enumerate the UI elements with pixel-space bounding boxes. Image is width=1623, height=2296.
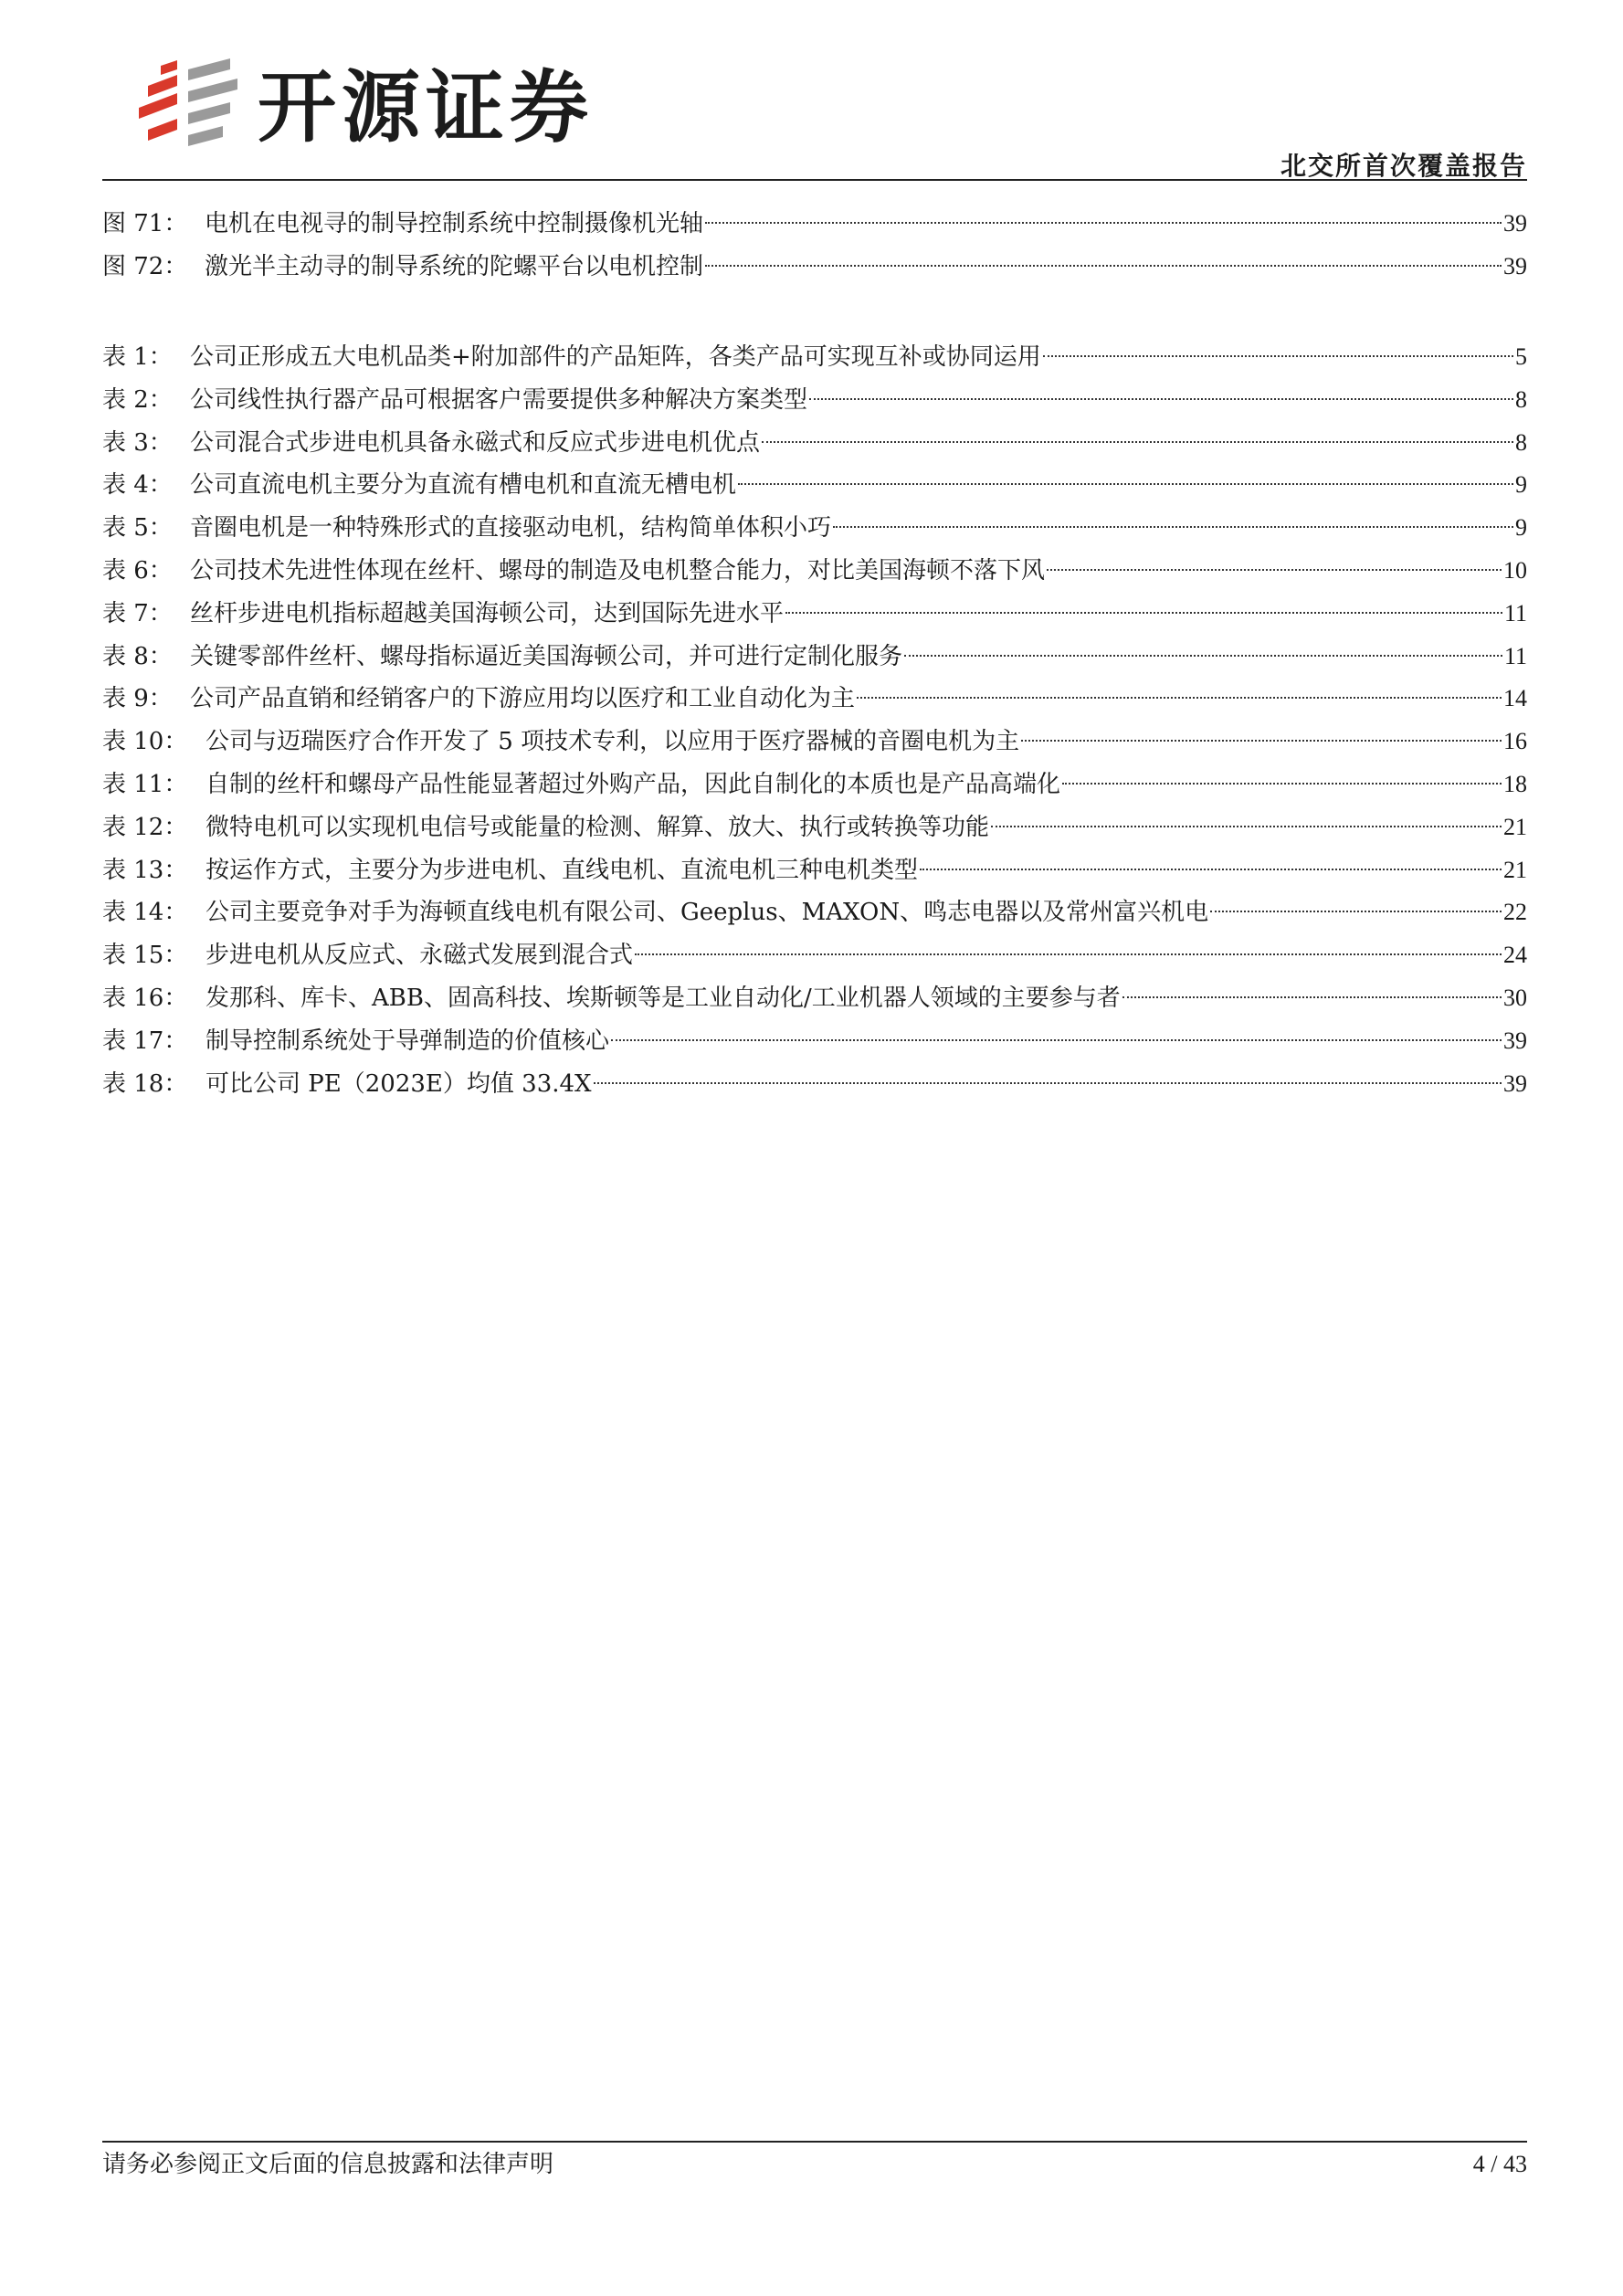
toc-entry[interactable] xyxy=(102,507,1527,550)
dot-leader xyxy=(762,441,1513,443)
entry-label: 表 10： xyxy=(102,728,188,756)
footer-disclaimer: 请务必参阅正文后面的信息披露和法律声明 xyxy=(102,2151,554,2178)
entry-page: 14 xyxy=(1503,685,1527,712)
toc-entry[interactable] xyxy=(102,1020,1527,1063)
entry-title: 关键零部件丝杆、螺母指标逼近美国海顿公司，并可进行定制化服务 xyxy=(190,642,903,670)
entry-page: 39 xyxy=(1503,210,1527,237)
dot-leader xyxy=(1043,355,1513,357)
toc-entry[interactable] xyxy=(102,891,1527,934)
entry-title: 公司混合式步进电机具备永磁式和反应式步进电机优点 xyxy=(190,428,761,457)
entry-label: 图 71： xyxy=(102,210,188,237)
entry-title: 公司产品直销和经销客户的下游应用均以医疗和工业自动化为主 xyxy=(190,685,856,713)
dot-leader xyxy=(809,398,1513,400)
toc-entry[interactable] xyxy=(102,593,1527,636)
toc-entry[interactable] xyxy=(102,934,1527,977)
entry-label: 表 3： xyxy=(102,428,173,457)
entry-page: 21 xyxy=(1503,856,1527,883)
entry-label: 图 72： xyxy=(102,252,188,280)
entry-page: 9 xyxy=(1515,514,1527,542)
entry-title: 丝杆步进电机指标超越美国海顿公司，达到国际先进水平 xyxy=(190,599,785,627)
entry-title: 自制的丝杆和螺母产品性能显著超过外购产品，因此自制化的本质也是产品高端化 xyxy=(206,770,1061,798)
entry-title: 公司线性执行器产品可根据客户需要提供多种解决方案类型 xyxy=(190,385,808,414)
entry-title: 可比公司 PE（2023E）均值 33.4X xyxy=(206,1069,592,1098)
toc-entry[interactable] xyxy=(102,422,1527,465)
entry-label: 表 11： xyxy=(102,770,188,798)
entry-page: 18 xyxy=(1503,770,1527,797)
dot-leader xyxy=(904,655,1502,657)
dot-leader xyxy=(833,526,1513,528)
dot-leader xyxy=(1021,740,1502,742)
entry-title: 发那科、库卡、ABB、固高科技、埃斯顿等是工业自动化/工业机器人领域的主要参与者 xyxy=(206,984,1121,1012)
entry-label: 表 15： xyxy=(102,942,188,970)
entry-page: 39 xyxy=(1503,252,1527,279)
entry-label: 表 8： xyxy=(102,642,173,670)
entry-page: 24 xyxy=(1503,942,1527,969)
dot-leader xyxy=(705,265,1502,267)
entry-label: 表 7： xyxy=(102,599,173,627)
entry-page: 39 xyxy=(1503,1069,1527,1097)
dot-leader xyxy=(705,222,1502,224)
figure-list xyxy=(102,203,1527,289)
entry-title: 公司与迈瑞医疗合作开发了 5 项技术专利，以应用于医疗器械的音圈电机为主 xyxy=(206,728,1020,756)
toc-entry[interactable] xyxy=(102,550,1527,593)
page-header xyxy=(102,55,1527,183)
entry-title: 公司主要竞争对手为海顿直线电机有限公司、Geeplus、MAXON、鸣志电器以及常州富兴机电 xyxy=(206,899,1209,927)
toc-entry[interactable] xyxy=(102,203,1527,246)
report-type: 北交所首次覆盖报告 xyxy=(1280,151,1527,181)
entry-label: 表 12： xyxy=(102,813,188,841)
entry-label: 表 1： xyxy=(102,343,173,371)
entry-label: 表 13： xyxy=(102,856,188,884)
toc-entry[interactable] xyxy=(102,1063,1527,1106)
toc-entry[interactable] xyxy=(102,806,1527,849)
entry-title: 公司正形成五大电机品类+附加部件的产品矩阵，各类产品可实现互补或协同运用 xyxy=(190,343,1041,371)
footer-divider xyxy=(102,2141,1527,2143)
entry-title: 音圈电机是一种特殊形式的直接驱动电机，结构简单体积小巧 xyxy=(190,514,832,542)
dot-leader xyxy=(594,1082,1502,1084)
toc-entry[interactable] xyxy=(102,379,1527,422)
header-divider xyxy=(102,179,1527,181)
entry-page: 5 xyxy=(1515,343,1527,370)
kaiyuan-logo-icon xyxy=(135,58,243,153)
entry-page: 9 xyxy=(1515,471,1527,499)
entry-label: 表 4： xyxy=(102,471,173,500)
entry-page: 16 xyxy=(1503,728,1527,755)
dot-leader xyxy=(635,953,1502,955)
toc-entry[interactable] xyxy=(102,721,1527,764)
toc-entry[interactable] xyxy=(102,246,1527,289)
entry-page: 8 xyxy=(1515,428,1527,456)
entry-title: 电机在电视寻的制导控制系统中控制摄像机光轴 xyxy=(205,210,704,237)
table-list xyxy=(102,336,1527,1105)
dot-leader xyxy=(857,697,1502,699)
entry-page: 11 xyxy=(1503,599,1527,627)
entry-page: 11 xyxy=(1503,642,1527,669)
toc-entry[interactable] xyxy=(102,464,1527,507)
entry-label: 表 18： xyxy=(102,1069,188,1098)
entry-page: 30 xyxy=(1503,984,1527,1011)
dot-leader xyxy=(738,483,1513,485)
entry-label: 表 9： xyxy=(102,685,173,713)
page-number: 4 / 43 xyxy=(1472,2151,1527,2177)
entry-page: 22 xyxy=(1503,899,1527,926)
dot-leader xyxy=(1122,996,1502,998)
entry-title: 按运作方式，主要分为步进电机、直线电机、直流电机三种电机类型 xyxy=(206,856,919,884)
brand-name: 开源证券 xyxy=(258,62,594,153)
entry-page: 39 xyxy=(1503,1027,1527,1054)
entry-title: 激光半主动寻的制导系统的陀螺平台以电机控制 xyxy=(205,252,704,280)
entry-title: 步进电机从反应式、永磁式发展到混合式 xyxy=(206,942,634,970)
entry-page: 8 xyxy=(1515,385,1527,413)
entry-title: 微特电机可以实现机电信号或能量的检测、解算、放大、执行或转换等功能 xyxy=(206,813,990,841)
entry-page: 21 xyxy=(1503,813,1527,840)
toc-entry[interactable] xyxy=(102,977,1527,1020)
entry-label: 表 2： xyxy=(102,385,173,414)
entry-label: 表 16： xyxy=(102,984,188,1012)
entry-label: 表 14： xyxy=(102,899,188,927)
entry-label: 表 17： xyxy=(102,1027,188,1055)
dot-leader xyxy=(1047,569,1502,571)
toc-entry[interactable] xyxy=(102,636,1527,679)
entry-label: 表 6： xyxy=(102,556,173,585)
entry-title: 公司技术先进性体现在丝杆、螺母的制造及电机整合能力，对比美国海顿不落下风 xyxy=(190,556,1046,585)
toc-entry[interactable] xyxy=(102,336,1527,379)
dot-leader xyxy=(920,869,1502,870)
dot-leader xyxy=(785,612,1502,614)
entry-label: 表 5： xyxy=(102,514,173,542)
dot-leader xyxy=(991,826,1502,827)
toc-entry[interactable] xyxy=(102,849,1527,892)
entry-title: 制导控制系统处于导弹制造的价值核心 xyxy=(206,1027,610,1055)
dot-leader xyxy=(611,1039,1502,1041)
entry-title: 公司直流电机主要分为直流有槽电机和直流无槽电机 xyxy=(190,471,737,500)
dot-leader xyxy=(1210,911,1502,912)
entry-page: 10 xyxy=(1503,556,1527,584)
toc-entry[interactable] xyxy=(102,678,1527,721)
toc-entry[interactable] xyxy=(102,764,1527,806)
dot-leader xyxy=(1062,783,1502,785)
